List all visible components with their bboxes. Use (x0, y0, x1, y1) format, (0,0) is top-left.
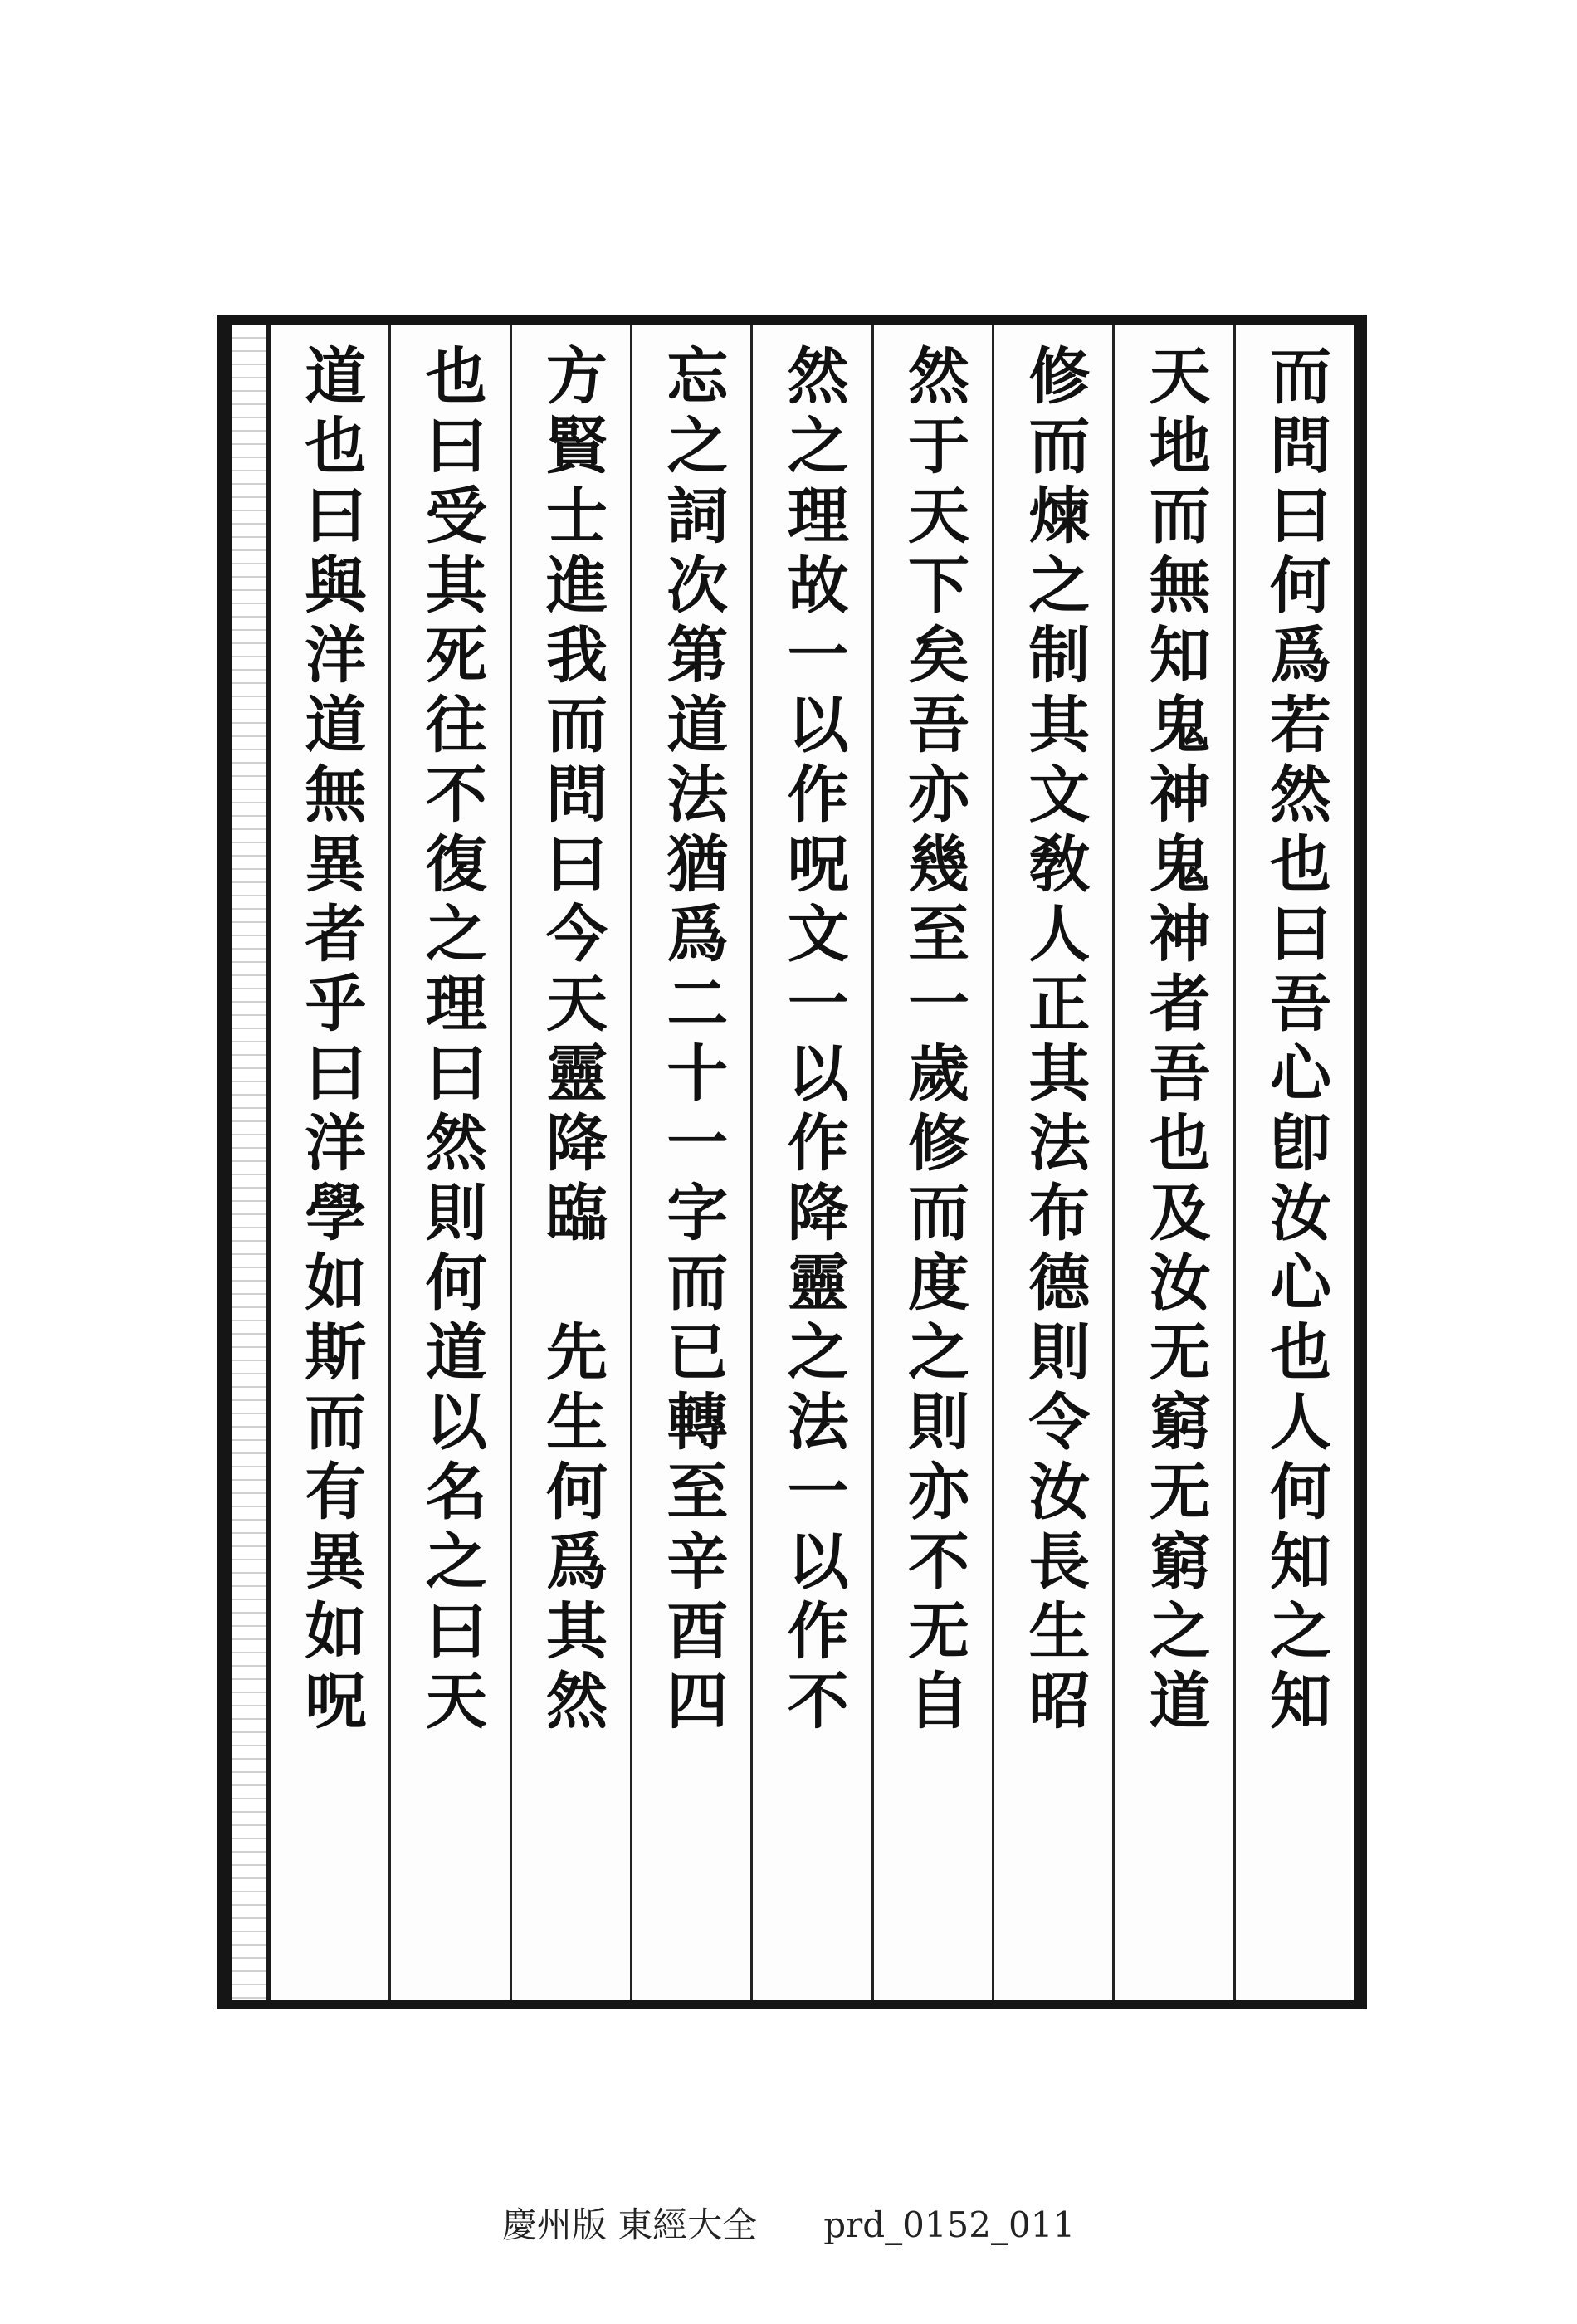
text-columns (271, 325, 1354, 2000)
text-column-8: 也曰受其死往不復之理曰然則何道以名之曰天 (388, 325, 509, 2000)
page-gutter (232, 325, 271, 2000)
text-column-6: 忘之詞次第道法猶爲二十一字而已轉至辛酉四 (630, 325, 750, 2000)
woodblock-page (217, 315, 1367, 2009)
text-column-4: 然于天下矣吾亦幾至一歲修而度之則亦不无自 (872, 325, 992, 2000)
text-column-2: 天地而無知鬼神鬼神者吾也及汝无窮无窮之道 (1112, 325, 1233, 2000)
text-column-3: 修而煉之制其文敎人正其法布德則令汝長生昭 (992, 325, 1112, 2000)
text-column-5: 然之理故一以作呪文一以作降靈之法一以作不 (750, 325, 871, 2000)
text-column-9: 道也曰與洋道無異者乎曰洋學如斯而有異如呪 (295, 344, 367, 1738)
text-column-7: 方賢士進我而問曰今天靈降臨 先生何爲其然 (510, 325, 630, 2000)
text-column-1: 而問曰何爲若然也曰吾心卽汝心也人何知之知 (1233, 325, 1354, 2000)
page-footer: 慶州版 東經大全 prd_0152_011 (501, 2204, 1076, 2245)
